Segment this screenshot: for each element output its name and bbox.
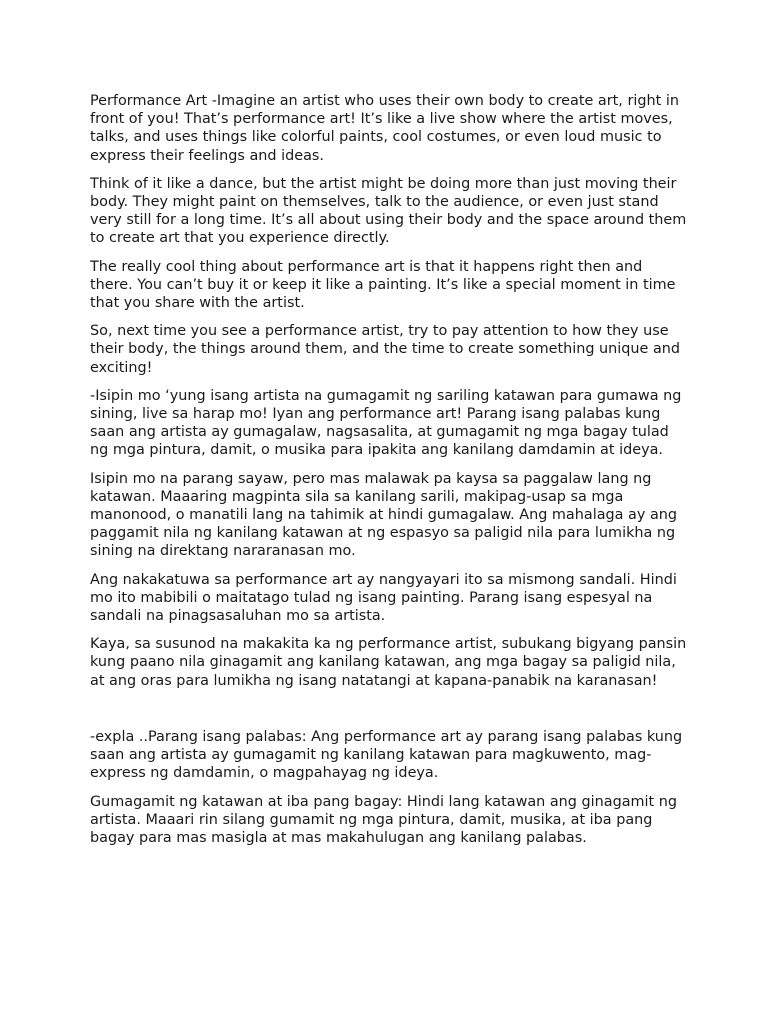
paragraph-performance-art-intro: Performance Art -Imagine an artist who uses their own body to create art, right in front of you! That’s performance art! It’s like a live show where the artist moves, talks, and uses things like colorful paints, cool costumes, or even loud music to express their feelings and ideas. [90, 93, 679, 164]
paragraph-next-time: So, next time you see a performance artist, try to pay attention to how they use their body, the things around them, and the time to create something unique and exciting! [90, 323, 681, 376]
document-body [90, 92, 688, 847]
paragraph-gumagamit: Gumagamit ng katawan at iba pang bagay: Hindi lang katawan ang ginagamit ng artista. Maaari rin silang gumamit ng mga pintura, damit, musika, at iba pang bagay para mas masigla at mas makahulugan ang kanilang palabas. [90, 793, 678, 846]
paragraph-moment-in-time: The really cool thing about performance art is that it happens right then and there. You can’t buy it or keep it like a painting. It’s like a special moment in time that you share with the artist. [90, 258, 676, 312]
paragraph-sayaw: Isipin mo na parang sayaw, pero mas malawak pa kaysa sa paggalaw lang ng katawan. Maaaring magpinta sila sa kanilang sarili, makipag-usap sa mga manonood, o manatili lang na tahimik at hindi gumagalaw. Ang mahalaga ay ang paggamit nila ng kanilang katawan at ng espasyo sa paligid nila para lumikha ng sining na direktang nararanasan mo. [90, 470, 678, 560]
paragraph-dance-comparison: Think of it like a dance, but the artist might be doing more than just moving their body. They might paint on themselves, talk to the audience, or even just stand very still for a long time. It’s all about using their body and the space around them to create art that you experience directly. [90, 175, 687, 247]
paragraph-nakakatuwa: Ang nakakatuwa sa performance art ay nangyayari ito sa mismong sandali. Hindi mo ito mabibili o maitatago tulad ng isang painting. Parang isang espesyal na sandali na pinagsasaluhan mo sa artista. [90, 571, 677, 625]
paragraph-kaya: Kaya, sa susunod na makakita ka ng performance artist, subukang bigyang pansin kung paano nila ginagamit ang kanilang katawan, ang mga bagay sa paligid nila, at ang oras para lumikha ng isang natatangi at kapana-panabik na karanasan! [90, 636, 687, 689]
paragraph-isipin-mo: -Isipin mo ‘yung isang artista na gumagamit ng sariling katawan para gumawa ng sining, live sa harap mo! Iyan ang performance art! Parang isang palabas kung saan ang artista ay gumagalaw, nagsasalita, at gumagamit ng mga bagay tulad ng mga pintura, damit, o musika para ipakita ang kanilang damdamin at ideya. [90, 387, 682, 459]
paragraph-expla: -expla ..Parang isang palabas: Ang performance art ay parang isang palabas kung saan ang artista ay gumagamit ng kanilang katawan para magkuwento, mag-express ng damdamin, o magpahayag ng ideya. [90, 728, 683, 782]
